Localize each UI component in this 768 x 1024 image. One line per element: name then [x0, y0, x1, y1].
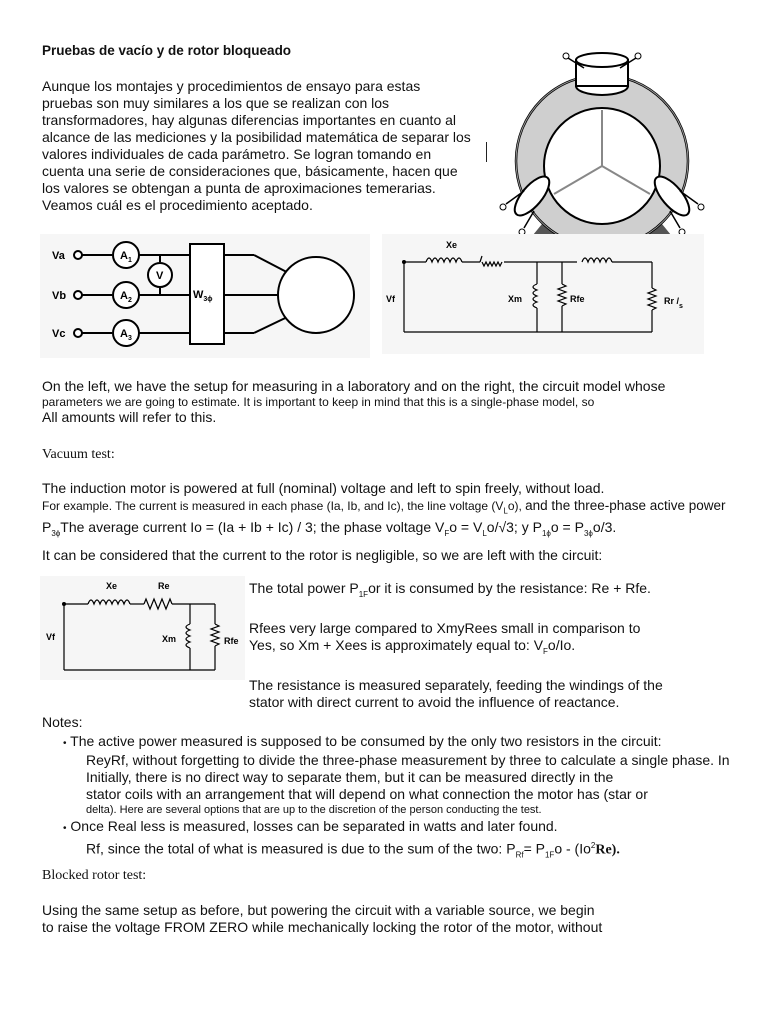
ammeter-label: $A_1$ [120, 250, 132, 264]
text-line: Rf, since the total of what is measured is due to the sum of the two: $P_{Rf}= P_{1F}o - (Io^2Re)$. [86, 840, 620, 860]
text-line: Yes, so Xm + Xees is approximately equal to: $V_Fo/Io$. [249, 636, 576, 656]
voltmeter-label: V [156, 270, 164, 282]
intro-line: valores individuales de cada parámetro. Se logran tomando en [42, 146, 432, 162]
text-line: delta). Here are several options that are up to the discretion of the person conducting the test. [86, 804, 542, 816]
text-line: The induction motor is powered at full (nominal) voltage and left to spin freely, without load. [42, 480, 605, 496]
lab-setup-diagram [40, 234, 370, 358]
rfe-label: Rfe [224, 636, 239, 646]
page-title: Pruebas de vacío y de rotor bloqueado [42, 43, 292, 58]
intro-line: Aunque los montajes y procedimientos de ensayo para estas [42, 78, 421, 94]
text-line: All amounts will refer to this. [42, 409, 217, 425]
intro-line: cuenta una serie de consideraciones que, básicamente, hacen que [42, 163, 458, 179]
note-item [63, 818, 620, 863]
xm-label: Xm [508, 294, 523, 304]
no-load-circuit-diagram [40, 576, 245, 680]
vf-label: Vf [46, 632, 55, 642]
text-line: to raise the voltage FROM ZERO while mechanically locking the rotor of the motor, without [42, 919, 603, 935]
text-line: • Once Real less is measured, losses can be separated in watts and later found. [63, 818, 558, 834]
rfe-label: Rfe [570, 294, 585, 304]
bullet-icon: • [63, 823, 67, 834]
re-label: Re [158, 581, 170, 591]
notes-label: Notes: [42, 714, 83, 730]
blocked-rotor-paragraph [42, 902, 602, 936]
text-line: Rfees very large compared to XmyRees small in comparison to [249, 619, 641, 636]
text-line: Initially, there is no direct way to separate them, but it can be measured directly in the [86, 769, 614, 785]
source-label-vb: Vb [52, 290, 67, 302]
note-item [63, 733, 730, 817]
text-line: For example. The current is measured in each phase (Ia, Ib, and Ic), the line voltage $(V_Lo)$, and the three-phase active power [42, 498, 726, 516]
xe-label: Xe [106, 581, 118, 591]
text-line: • The active power measured is supposed to be consumed by the only two resistors in the circuit: [63, 733, 662, 749]
source-label-vc: Vc [52, 328, 66, 340]
text-line: stator coils with an arrangement that will depend on what connection the motor has (star or [86, 786, 648, 802]
text-line: The resistance is measured separately, feeding the windings of the [249, 676, 663, 693]
rr-label: Rr $/_s$ [664, 296, 683, 310]
intro-line: pruebas son muy similares a los que se realizan con los [42, 95, 390, 111]
ammeter-label: $A_2$ [120, 290, 132, 304]
equivalent-circuit-diagram [382, 234, 704, 354]
ammeter-label: $A_3$ [120, 328, 132, 342]
vacuum-test-paragraph [42, 480, 726, 542]
xe-label: Xe [446, 240, 458, 250]
vacuum-test-heading: Vacuum test: [42, 447, 115, 462]
text-line: The total power $P_{1F}or$ it is consumed by the resistance: Re + Rfe. [249, 580, 651, 599]
text-line: ReyRf, without forgetting to divide the three-phase measurement by three to calculate a single phase. In [86, 752, 730, 768]
no-load-explanation [249, 580, 689, 711]
intro-line: alcance de las mediciones y la posibilidad matemática de separar los [42, 129, 471, 145]
blocked-rotor-heading: Blocked rotor test: [42, 868, 147, 883]
bullet-icon: • [63, 738, 67, 749]
setup-description [42, 378, 665, 426]
intro-line: Veamos cuál es el procedimiento aceptado. [42, 197, 313, 213]
xm-label: Xm [162, 634, 177, 644]
intro-paragraph [42, 78, 492, 214]
text-line: stator with direct current to avoid the influence of reactance. [249, 693, 620, 710]
wattmeter-label: $W_{3\phi}$ [193, 289, 213, 303]
text-line: Using the same setup as before, but powering the circuit with a variable source, we begin [42, 902, 595, 918]
text-line: parameters we are going to estimate. It is important to keep in mind that this is a single-phase model, so [42, 395, 595, 409]
intro-line: transformadores, hay algunas diferencias importantes en cuanto al [42, 112, 457, 128]
text-line: $P_{3\phi}The$ average current Io = (Ia + Ib + Ic) / 3; the phase voltage $V_Fo = V_Lo/√3$; y $P_{1\phi}o = P_{3\phi}o/3$. [42, 519, 617, 539]
vf-label: Vf [386, 294, 395, 304]
rotor-current-text: It can be considered that the current to the rotor is negligible, so we are left with the circuit: [42, 547, 603, 563]
motor-cross-section-illustration [484, 46, 720, 250]
text-line: On the left, we have the setup for measuring in a laboratory and on the right, the circuit model whose [42, 378, 666, 394]
source-label-va: Va [52, 250, 65, 262]
intro-line: los valores se obtengan a punta de aproximaciones temerarias. [42, 180, 436, 196]
